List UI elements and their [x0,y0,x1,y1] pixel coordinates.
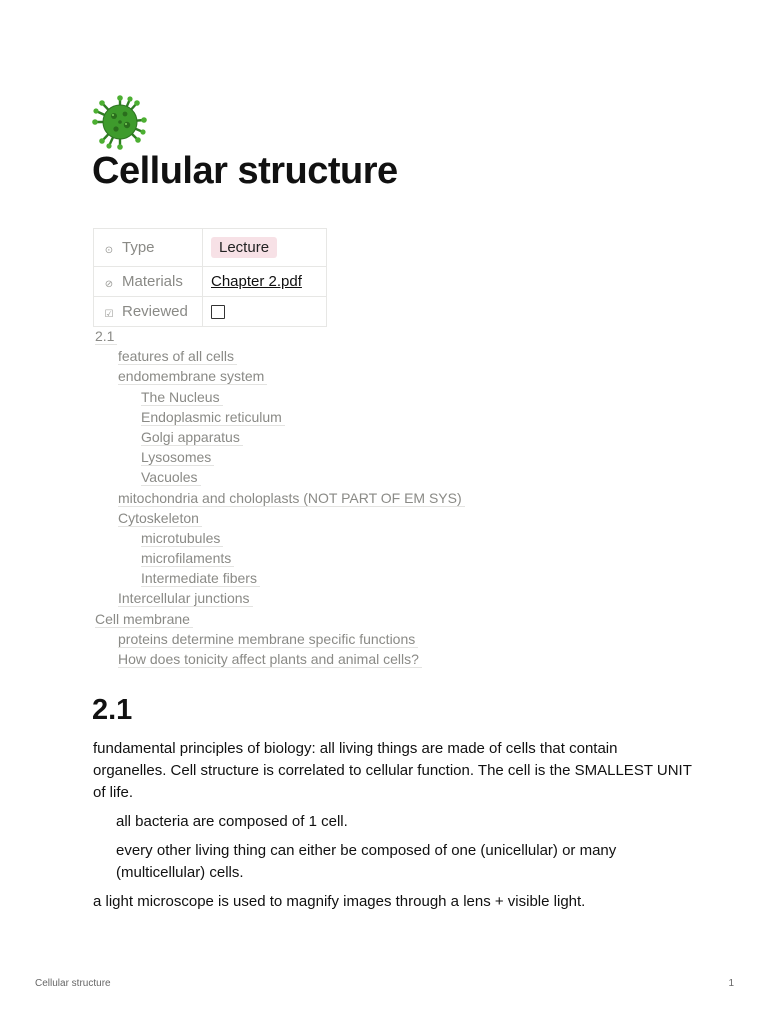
toc-item[interactable]: Cell membrane [95,609,465,629]
property-key: Reviewed [122,303,188,320]
page-number: 1 [728,978,734,989]
toc-item[interactable]: proteins determine membrane specific functions [118,629,465,649]
property-row-type [94,229,327,267]
property-key: Type [122,239,155,256]
paragraph: a light microscope is used to magnify images through a lens + visible light. [93,893,586,910]
toc-item[interactable]: How does tonicity affect plants and animal cells? [118,649,465,669]
toc-item[interactable]: microfilaments [141,548,465,568]
toc-item[interactable]: features of all cells [118,346,465,366]
toc-item[interactable]: The Nucleus [141,387,465,407]
table-of-contents [95,326,465,669]
toc-item[interactable]: endomembrane system [118,366,465,386]
property-row-reviewed [94,297,327,327]
paragraph: fundamental principles of biology: all living things are made of cells that contain organelles. Cell structure is correlated to cellular function. The cell is the SMALLEST UNIT of life. [93,740,692,801]
toc-item[interactable]: Lysosomes [141,447,465,467]
page-title: Cellular structure [92,150,398,192]
toc-item[interactable]: microtubules [141,528,465,548]
toc-item[interactable]: 2.1 [95,326,465,346]
toc-item[interactable]: mitochondria and choloplasts (NOT PART OF EM SYS) [118,488,465,508]
toc-item[interactable]: Golgi apparatus [141,427,465,447]
indented-paragraph: all bacteria are composed of 1 cell. [116,813,348,830]
select-icon: ⊙ [104,245,114,256]
materials-file-link[interactable]: Chapter 2.pdf [211,273,302,290]
virus-icon [92,94,148,150]
properties-table [93,228,327,327]
toc-item[interactable]: Endoplasmic reticulum [141,407,465,427]
toc-item[interactable]: Intercellular junctions [118,588,465,608]
paperclip-icon: ⊘ [104,279,114,290]
reviewed-checkbox[interactable] [211,305,225,319]
footer-title: Cellular structure [35,978,111,989]
property-key: Materials [122,273,183,290]
toc-item[interactable]: Vacuoles [141,467,465,487]
toc-item[interactable]: Cytoskeleton [118,508,465,528]
toc-item[interactable]: Intermediate fibers [141,568,465,588]
property-row-materials [94,267,327,297]
type-tag[interactable]: Lecture [211,237,277,258]
indented-paragraph: every other living thing can either be composed of one (unicellular) or many (multicellular) cells. [116,842,617,881]
section-heading: 2.1 [92,694,133,726]
checkbox-icon: ☑ [104,309,114,320]
